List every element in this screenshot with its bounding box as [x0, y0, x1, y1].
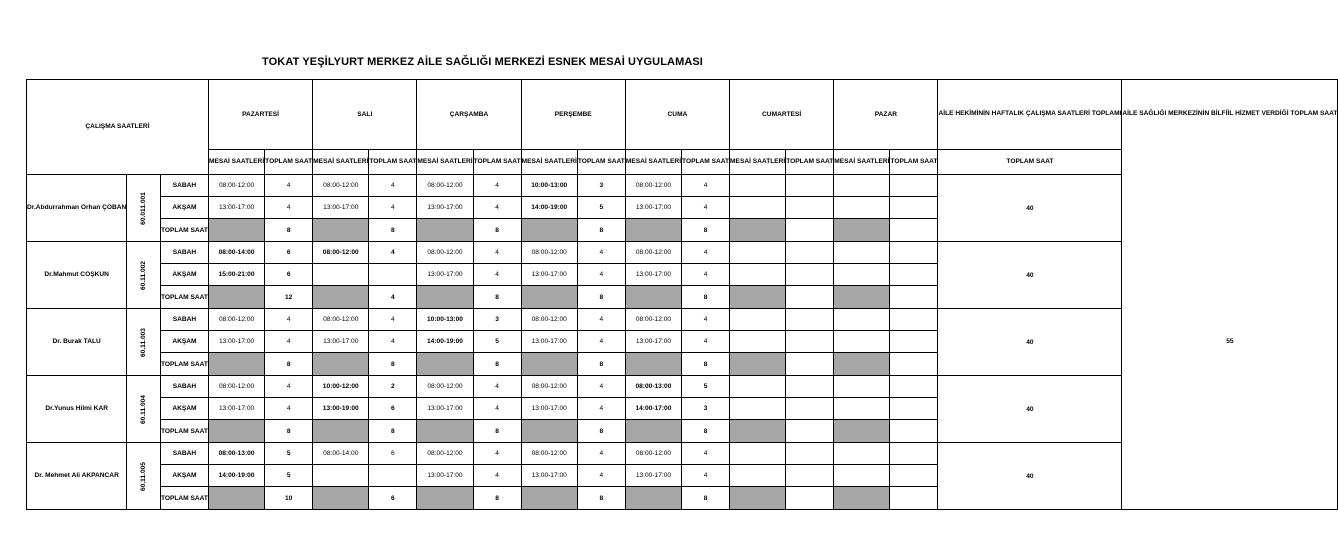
header-row-sub — [27, 150, 1338, 175]
saat-cell: 6 — [369, 443, 417, 465]
mesai-saati-cell — [730, 398, 786, 420]
day-header-pazar: PAZAR — [834, 80, 938, 150]
toplam-saat-cell: 8 — [682, 487, 730, 510]
toplam-saat-cell: 8 — [577, 219, 625, 242]
mesai-saati-cell: 08:00-13:00 — [625, 376, 681, 398]
row-label-aksam: AKŞAM — [160, 331, 208, 353]
saat-cell: 3 — [682, 398, 730, 420]
shaded-cell — [208, 286, 264, 309]
shaded-cell — [417, 286, 473, 309]
shaded-cell — [313, 420, 369, 443]
doctor-code-text: 60.11.002 — [140, 260, 148, 290]
shaded-cell — [208, 487, 264, 510]
saat-cell — [786, 443, 834, 465]
saat-cell: 3 — [473, 309, 521, 331]
mesai-saati-cell: 08:00-12:00 — [417, 376, 473, 398]
saat-cell: 4 — [682, 197, 730, 219]
saat-cell: 4 — [682, 465, 730, 487]
saat-cell — [890, 398, 938, 420]
toplam-saat-cell: 8 — [369, 219, 417, 242]
saat-cell: 4 — [682, 242, 730, 264]
shaded-cell — [625, 487, 681, 510]
mesai-saati-cell: 13:00-17:00 — [417, 465, 473, 487]
mesai-saati-cell — [834, 197, 890, 219]
mesai-saati-cell — [834, 175, 890, 197]
saat-cell — [786, 465, 834, 487]
toplam-saat-cell: 8 — [682, 353, 730, 376]
saat-cell: 4 — [473, 465, 521, 487]
day-header-carsamba: ÇARŞAMBA — [417, 80, 521, 150]
doctor-name: Dr. Mehmet Ali AKPANCAR — [27, 443, 127, 510]
mesai-saati-cell: 08:00-12:00 — [625, 175, 681, 197]
mesai-saati-cell — [313, 264, 369, 286]
saat-cell: 4 — [369, 331, 417, 353]
weekly-total: 40 — [938, 175, 1122, 242]
saat-cell: 4 — [265, 376, 313, 398]
page-title: TOKAT YEŞİLYURT MERKEZ AİLE SAĞLIĞI MERKEZİ ESNEK MESAİ UYGULAMASI — [262, 56, 703, 68]
saat-cell — [890, 331, 938, 353]
toplam-saat-subheader: TOPLAM SAAT — [473, 150, 521, 175]
row-label-aksam: AKŞAM — [160, 398, 208, 420]
doctor-name: Dr.Abdurrahman Orhan ÇOBAN — [27, 175, 127, 242]
saat-cell: 4 — [369, 197, 417, 219]
saat-cell — [786, 197, 834, 219]
mesai-saati-cell — [730, 264, 786, 286]
toplam-saat-cell — [786, 219, 834, 242]
mesai-saati-cell — [834, 465, 890, 487]
saat-cell: 4 — [682, 331, 730, 353]
row-label-sabah: SABAH — [160, 309, 208, 331]
mesai-saati-cell — [834, 309, 890, 331]
shaded-cell — [417, 353, 473, 376]
saat-cell: 4 — [369, 242, 417, 264]
mesai-saati-cell — [834, 264, 890, 286]
mesai-saati-cell: 10:00-13:00 — [521, 175, 577, 197]
toplam-saat-cell — [786, 286, 834, 309]
mesai-saati-cell — [834, 331, 890, 353]
doctor-code-text: 60.011.001 — [140, 191, 148, 225]
saat-cell: 6 — [265, 264, 313, 286]
mesai-saatleri-subheader: MESAİ SAATLERİ — [521, 150, 577, 175]
saat-cell: 4 — [265, 197, 313, 219]
row-label-aksam: AKŞAM — [160, 264, 208, 286]
day-header-persembe: PERŞEMBE — [521, 80, 625, 150]
saat-cell — [786, 376, 834, 398]
shaded-cell — [521, 420, 577, 443]
doctor-code-text: 60.11.005 — [140, 461, 148, 491]
toplam-saat-cell: 8 — [577, 353, 625, 376]
toplam-saat-cell: 6 — [369, 487, 417, 510]
mesai-saatleri-subheader: MESAİ SAATLERİ — [313, 150, 369, 175]
saat-cell: 4 — [577, 398, 625, 420]
mesai-saati-cell: 10:00-12:00 — [313, 376, 369, 398]
saat-cell — [786, 264, 834, 286]
shaded-cell — [521, 353, 577, 376]
toplam-saat-subheader: TOPLAM SAAT — [890, 150, 938, 175]
toplam-saat-cell — [786, 487, 834, 510]
mesai-saatleri-subheader: MESAİ SAATLERİ — [417, 150, 473, 175]
mesai-saati-cell — [730, 175, 786, 197]
shaded-cell — [625, 219, 681, 242]
shaded-cell — [625, 286, 681, 309]
row-label-toplam: TOPLAM SAAT — [160, 487, 208, 510]
mesai-saati-cell: 08:00-12:00 — [208, 376, 264, 398]
mesai-saati-cell — [313, 465, 369, 487]
saat-cell: 4 — [682, 309, 730, 331]
toplam-saat-cell — [786, 353, 834, 376]
calisma-saatleri-header: ÇALIŞMA SAATLERİ — [27, 80, 209, 175]
toplam-saat-cell: 8 — [577, 420, 625, 443]
shaded-cell — [834, 487, 890, 510]
saat-cell — [890, 443, 938, 465]
toplam-saat-cell: 8 — [682, 286, 730, 309]
toplam-saat-cell: 8 — [473, 487, 521, 510]
toplam-saat-cell — [890, 487, 938, 510]
mesai-saati-cell: 13:00-17:00 — [625, 197, 681, 219]
row-label-sabah: SABAH — [160, 242, 208, 264]
toplam-saat-cell — [890, 420, 938, 443]
doctor-code — [127, 242, 161, 309]
row-label-toplam: TOPLAM SAAT — [160, 286, 208, 309]
row-label-toplam: TOPLAM SAAT — [160, 420, 208, 443]
toplam-saat-cell: 8 — [682, 420, 730, 443]
mesai-saati-cell: 08:00-13:00 — [208, 443, 264, 465]
shaded-cell — [313, 353, 369, 376]
mesai-saati-cell: 08:00-12:00 — [521, 376, 577, 398]
mesai-saatleri-subheader: MESAİ SAATLERİ — [625, 150, 681, 175]
shaded-cell — [625, 353, 681, 376]
mesai-saati-cell — [730, 376, 786, 398]
saat-cell — [890, 309, 938, 331]
doctor-name: Dr. Burak TALU — [27, 309, 127, 376]
mesai-saati-cell: 13:00-17:00 — [208, 331, 264, 353]
saat-cell: 4 — [473, 443, 521, 465]
shaded-cell — [521, 487, 577, 510]
mesai-saati-cell: 08:00-12:00 — [521, 242, 577, 264]
saat-cell: 4 — [682, 443, 730, 465]
saat-cell: 4 — [265, 398, 313, 420]
mesai-saati-cell: 08:00-12:00 — [313, 175, 369, 197]
mesai-saati-cell: 13:00-19:00 — [313, 398, 369, 420]
mesai-saati-cell: 08:00-14:00 — [313, 443, 369, 465]
saat-cell — [890, 465, 938, 487]
shaded-cell — [834, 420, 890, 443]
bilfiil-header-spacer — [1122, 150, 1338, 175]
saat-cell: 4 — [577, 264, 625, 286]
mesai-saatleri-subheader: MESAİ SAATLERİ — [834, 150, 890, 175]
saat-cell: 4 — [682, 264, 730, 286]
shaded-cell — [521, 219, 577, 242]
shaded-cell — [730, 487, 786, 510]
day-header-cumartesi: CUMARTESİ — [730, 80, 834, 150]
toplam-saat-cell: 8 — [265, 219, 313, 242]
shaded-cell — [208, 219, 264, 242]
mesai-saati-cell: 13:00-17:00 — [521, 331, 577, 353]
row-label-aksam: AKŞAM — [160, 465, 208, 487]
mesai-saati-cell: 08:00-12:00 — [417, 443, 473, 465]
toplam-saat-cell: 8 — [265, 420, 313, 443]
weekly-total: 40 — [938, 309, 1122, 376]
mesai-saati-cell: 08:00-12:00 — [521, 309, 577, 331]
mesai-saati-cell: 08:00-12:00 — [208, 309, 264, 331]
mesai-saati-cell: 13:00-17:00 — [313, 197, 369, 219]
toplam-saat-cell: 10 — [265, 487, 313, 510]
shaded-cell — [417, 420, 473, 443]
shaded-cell — [208, 353, 264, 376]
weekly-total: 40 — [938, 376, 1122, 443]
shaded-cell — [834, 353, 890, 376]
toplam-saat-subheader: TOPLAM SAAT — [577, 150, 625, 175]
saat-cell: 5 — [577, 197, 625, 219]
mesai-saati-cell: 08:00-12:00 — [417, 175, 473, 197]
weekly-total: 40 — [938, 242, 1122, 309]
saat-cell: 4 — [682, 175, 730, 197]
toplam-saat-cell: 8 — [473, 286, 521, 309]
mesai-saati-cell: 15:00-21:00 — [208, 264, 264, 286]
shaded-cell — [417, 487, 473, 510]
saat-cell — [890, 264, 938, 286]
saat-cell: 5 — [265, 443, 313, 465]
doctor-code-text: 60.11.003 — [140, 327, 148, 357]
saat-cell: 5 — [473, 331, 521, 353]
row-label-sabah: SABAH — [160, 175, 208, 197]
doctor-name: Dr.Yunus Hilmi KAR — [27, 376, 127, 443]
saat-cell: 4 — [577, 465, 625, 487]
mesai-saati-cell — [730, 197, 786, 219]
doctor-code — [127, 309, 161, 376]
mesai-saati-cell: 14:00-19:00 — [521, 197, 577, 219]
mesai-saati-cell — [730, 331, 786, 353]
mesai-saati-cell: 13:00-17:00 — [417, 398, 473, 420]
schedule-table — [26, 79, 1338, 510]
toplam-saat-cell: 8 — [369, 353, 417, 376]
toplam-saat-subheader: TOPLAM SAAT — [682, 150, 730, 175]
shaded-cell — [834, 219, 890, 242]
weekly-total: 40 — [938, 443, 1122, 510]
mesai-saati-cell: 13:00-17:00 — [521, 465, 577, 487]
saat-cell: 4 — [577, 376, 625, 398]
mesai-saati-cell: 08:00-12:00 — [313, 309, 369, 331]
mesai-saati-cell — [730, 443, 786, 465]
shaded-cell — [208, 420, 264, 443]
mesai-saati-cell — [730, 309, 786, 331]
saat-cell: 4 — [265, 331, 313, 353]
mesai-saati-cell: 13:00-17:00 — [521, 264, 577, 286]
toplam-saat-cell — [890, 286, 938, 309]
saat-cell: 4 — [473, 264, 521, 286]
toplam-saat-cell: 8 — [473, 353, 521, 376]
saat-cell: 4 — [577, 443, 625, 465]
mesai-saati-cell: 08:00-14:00 — [208, 242, 264, 264]
shaded-cell — [730, 420, 786, 443]
saat-cell: 4 — [473, 376, 521, 398]
toplam-saat-subheader: TOPLAM SAAT — [265, 150, 313, 175]
toplam-saat-cell — [890, 219, 938, 242]
mesai-saati-cell — [834, 398, 890, 420]
toplam-saat-cell: 4 — [369, 286, 417, 309]
doctor-row-sabah — [27, 175, 1338, 197]
saat-cell: 4 — [369, 175, 417, 197]
mesai-saati-cell: 08:00-12:00 — [417, 242, 473, 264]
doctor-name: Dr.Mahmut COŞKUN — [27, 242, 127, 309]
toplam-saat-subheader: TOPLAM SAAT — [369, 150, 417, 175]
doctor-code-text: 60.11.004 — [140, 394, 148, 424]
toplam-saat-cell: 8 — [577, 286, 625, 309]
mesai-saati-cell: 13:00-17:00 — [208, 197, 264, 219]
shaded-cell — [313, 219, 369, 242]
saat-cell: 6 — [369, 398, 417, 420]
saat-cell: 4 — [265, 309, 313, 331]
shaded-cell — [417, 219, 473, 242]
saat-cell: 4 — [577, 242, 625, 264]
mesai-saati-cell: 13:00-17:00 — [625, 264, 681, 286]
toplam-saat-cell: 8 — [473, 420, 521, 443]
saat-cell: 3 — [577, 175, 625, 197]
row-label-sabah: SABAH — [160, 443, 208, 465]
mesai-saati-cell: 08:00-12:00 — [208, 175, 264, 197]
shaded-cell — [313, 487, 369, 510]
mesai-saati-cell — [834, 376, 890, 398]
saat-cell — [786, 331, 834, 353]
mesai-saati-cell: 13:00-17:00 — [625, 465, 681, 487]
mesai-saatleri-subheader: MESAİ SAATLERİ — [730, 150, 786, 175]
bilfiil-header: AİLE SAĞLIĞI MERKEZİNİN BİLFİİL HİZMET VERDİĞİ TOPLAM SAAT — [1122, 80, 1338, 150]
schedule-body — [27, 80, 1338, 510]
toplam-saat-cell: 8 — [577, 487, 625, 510]
shaded-cell — [313, 286, 369, 309]
mesai-saati-cell — [834, 242, 890, 264]
saat-cell: 4 — [473, 398, 521, 420]
mesai-saati-cell — [834, 443, 890, 465]
doctor-code — [127, 443, 161, 510]
saat-cell: 4 — [473, 197, 521, 219]
toplam-saat-cell: 12 — [265, 286, 313, 309]
toplam-saat-cell: 8 — [369, 420, 417, 443]
saat-cell: 5 — [265, 465, 313, 487]
saat-cell: 2 — [369, 376, 417, 398]
mesai-saati-cell: 08:00-12:00 — [625, 443, 681, 465]
saat-cell: 4 — [265, 175, 313, 197]
saat-cell — [890, 242, 938, 264]
saat-cell — [369, 465, 417, 487]
shaded-cell — [834, 286, 890, 309]
mesai-saati-cell: 08:00-12:00 — [625, 242, 681, 264]
mesai-saati-cell: 13:00-17:00 — [417, 264, 473, 286]
mesai-saatleri-subheader: MESAİ SAATLERİ — [208, 150, 264, 175]
row-label-sabah: SABAH — [160, 376, 208, 398]
saat-cell — [786, 398, 834, 420]
toplam-saat-subheader: TOPLAM SAAT — [786, 150, 834, 175]
saat-cell: 6 — [265, 242, 313, 264]
shaded-cell — [730, 286, 786, 309]
saat-cell — [890, 197, 938, 219]
saat-cell — [786, 175, 834, 197]
toplam-saat-cell — [786, 420, 834, 443]
day-header-pazartesi: PAZARTESİ — [208, 80, 312, 150]
mesai-saati-cell: 08:00-12:00 — [521, 443, 577, 465]
toplam-saat-cell: 8 — [265, 353, 313, 376]
shaded-cell — [521, 286, 577, 309]
saat-cell: 4 — [577, 309, 625, 331]
mesai-saati-cell: 08:00-12:00 — [313, 242, 369, 264]
mesai-saati-cell — [730, 465, 786, 487]
saat-cell: 4 — [577, 331, 625, 353]
toplam-saat-cell: 8 — [682, 219, 730, 242]
toplam-saat-column-header: TOPLAM SAAT — [938, 150, 1122, 175]
mesai-saati-cell: 13:00-17:00 — [313, 331, 369, 353]
doctor-code — [127, 175, 161, 242]
mesai-saati-cell: 13:00-17:00 — [625, 331, 681, 353]
mesai-saati-cell: 14:00-19:00 — [208, 465, 264, 487]
day-header-sali: SALI — [313, 80, 417, 150]
doctor-code — [127, 376, 161, 443]
saat-cell — [890, 376, 938, 398]
header-row-days — [27, 80, 1338, 150]
shaded-cell — [730, 353, 786, 376]
shaded-cell — [730, 219, 786, 242]
haftalik-toplam-header: AİLE HEKİMİNİN HAFTALIK ÇALIŞMA SAATLERİ TOPLAMI — [938, 80, 1122, 150]
saat-cell: 5 — [682, 376, 730, 398]
saat-cell — [890, 175, 938, 197]
mesai-saati-cell: 13:00-17:00 — [208, 398, 264, 420]
saat-cell — [786, 309, 834, 331]
row-label-toplam: TOPLAM SAAT — [160, 353, 208, 376]
toplam-saat-cell — [890, 353, 938, 376]
saat-cell — [786, 242, 834, 264]
mesai-saati-cell: 14:00-17:00 — [625, 398, 681, 420]
shaded-cell — [625, 420, 681, 443]
row-label-toplam: TOPLAM SAAT — [160, 219, 208, 242]
mesai-saati-cell: 13:00-17:00 — [417, 197, 473, 219]
mesai-saati-cell: 10:00-13:00 — [417, 309, 473, 331]
saat-cell — [369, 264, 417, 286]
saat-cell: 4 — [473, 242, 521, 264]
mesai-saati-cell: 08:00-12:00 — [625, 309, 681, 331]
bilfiil-total: 55 — [1122, 175, 1338, 510]
mesai-saati-cell: 14:00-19:00 — [417, 331, 473, 353]
row-label-aksam: AKŞAM — [160, 197, 208, 219]
saat-cell: 4 — [473, 175, 521, 197]
mesai-saati-cell: 13:00-17:00 — [521, 398, 577, 420]
saat-cell: 4 — [369, 309, 417, 331]
mesai-saati-cell — [730, 242, 786, 264]
toplam-saat-cell: 8 — [473, 219, 521, 242]
day-header-cuma: CUMA — [625, 80, 729, 150]
